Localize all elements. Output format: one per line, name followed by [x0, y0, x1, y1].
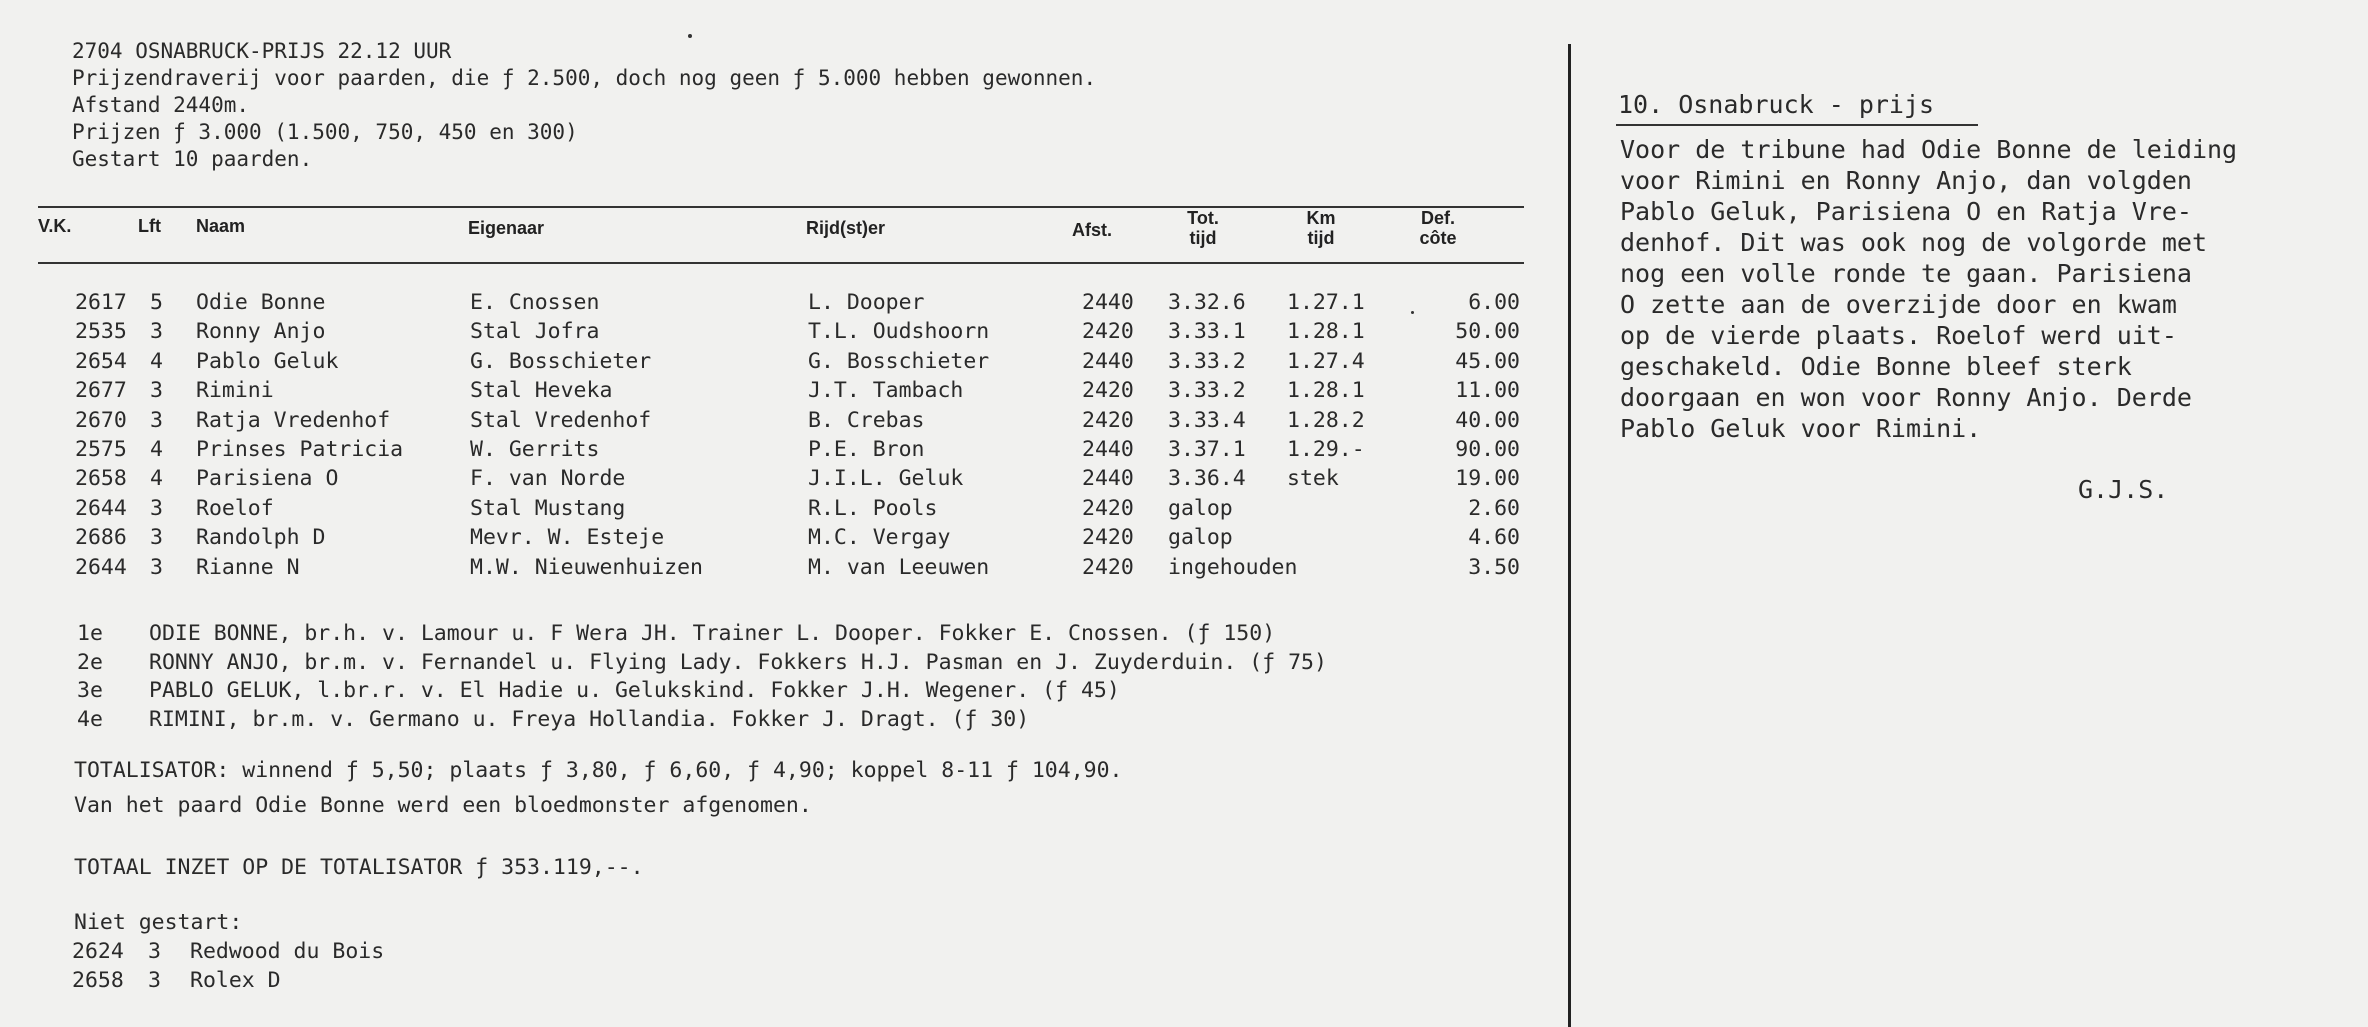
report-line: Voor de tribune had Odie Bonne de leiding: [1620, 135, 2238, 164]
col-lft: Lft: [138, 216, 161, 236]
cell-km: 1.29.-: [1287, 436, 1365, 462]
col-tot-bottom: tijd: [1189, 228, 1217, 248]
cell-tot: 3.33.4: [1168, 407, 1246, 433]
cell-rijder: J.I.L. Geluk: [808, 466, 964, 492]
cell-tot: ingehouden: [1168, 554, 1298, 580]
cell-vk: 2575: [75, 436, 127, 462]
column-divider: [1568, 44, 1571, 1027]
cell-naam: Odie Bonne: [196, 290, 326, 315]
col-km-top: Km: [1306, 208, 1336, 228]
cell-tot: 3.37.1: [1168, 436, 1246, 462]
col-eigenaar: Eigenaar: [468, 218, 545, 238]
report-line: nog een volle ronde te gaan. Parisiena: [1620, 259, 2192, 288]
cell-rijder: B. Crebas: [808, 407, 925, 433]
table-row: [0, 555, 1530, 584]
cell-naam: Randolph D: [196, 525, 326, 551]
table-row: [0, 525, 1530, 554]
cell-vk: 2617: [75, 290, 127, 315]
cell-km: stek: [1287, 466, 1339, 492]
ns-vk: 2658: [72, 968, 124, 993]
table-row: [0, 466, 1530, 495]
placing-text: ODIE BONNE, br.h. v. Lamour u. F Wera JH. Trainer L. Dooper. Fokker E. Cnossen. (ƒ 150): [149, 621, 1276, 646]
scan-speck: [688, 34, 692, 38]
placing-rank: 1e: [77, 621, 103, 646]
ns-naam: Rolex D: [190, 968, 281, 993]
col-vk: V.K.: [38, 216, 72, 236]
cell-eigenaar: Stal Vredenhof: [470, 407, 652, 433]
cell-tot: galop: [1168, 495, 1233, 521]
cell-eigenaar: W. Gerrits: [470, 436, 600, 462]
report-line: O zette aan de overzijde door en kwam: [1620, 290, 2177, 319]
cell-naam: Roelof: [196, 495, 274, 521]
cell-rijder: R.L. Pools: [808, 495, 938, 521]
cell-vk: 2677: [75, 378, 127, 404]
cell-def: 2.60: [1468, 495, 1520, 521]
cell-naam: Rimini: [196, 378, 274, 404]
col-km-tijd: [1298, 208, 1344, 248]
cell-def: 50.00: [1455, 319, 1520, 345]
cell-rijder: G. Bosschieter: [808, 348, 990, 374]
cell-def: 6.00: [1468, 290, 1520, 315]
placing-text: PABLO GELUK, l.br.r. v. El Hadie u. Gelukskind. Fokker J.H. Wegener. (ƒ 45): [149, 678, 1120, 703]
report-title: 10. Osnabruck - prijs: [1618, 90, 1935, 119]
cell-def: 4.60: [1468, 525, 1520, 551]
report-line: geschakeld. Odie Bonne bleef sterk: [1620, 352, 2132, 381]
col-rijder: Rijd(st)er: [806, 218, 886, 238]
report-line: op de vierde plaats. Roelof werd uit-: [1620, 321, 2177, 350]
cell-eigenaar: Stal Heveka: [470, 378, 613, 404]
blood-sample-line: Van het paard Odie Bonne werd een bloedmonster afgenomen.: [74, 793, 812, 818]
cell-km: 1.27.4: [1287, 348, 1365, 374]
total-bet-line: TOTAAL INZET OP DE TOTALISATOR ƒ 353.119,--.: [74, 855, 644, 880]
report-line: doorgaan en won voor Ronny Anjo. Derde: [1620, 383, 2192, 412]
report-line: denhof. Dit was ook nog de volgorde met: [1620, 228, 2207, 257]
cell-afst: 2420: [1082, 319, 1134, 345]
cell-naam: Prinses Patricia: [196, 436, 404, 462]
cell-vk: 2535: [75, 319, 127, 345]
report-title-underline: [1616, 124, 1978, 126]
cell-eigenaar: E. Cnossen: [470, 290, 600, 315]
report-line: Pablo Geluk voor Rimini.: [1620, 414, 1982, 443]
cell-tot: 3.33.2: [1168, 348, 1246, 374]
cell-rijder: P.E. Bron: [808, 436, 925, 462]
totalisator-line: TOTALISATOR: winnend ƒ 5,50; plaats ƒ 3,80, ƒ 6,60, ƒ 4,90; koppel 8-11 ƒ 104,90.: [74, 758, 1123, 783]
cell-km: 1.28.1: [1287, 378, 1365, 404]
cell-rijder: M.C. Vergay: [808, 525, 951, 551]
table-row: [0, 349, 1530, 378]
cell-afst: 2420: [1082, 407, 1134, 433]
cell-lft: 3: [150, 495, 163, 521]
table-row: [0, 378, 1530, 407]
cell-lft: 3: [150, 378, 163, 404]
placing-rank: 3e: [77, 678, 103, 703]
race-report: [1620, 134, 2237, 444]
cell-def: 90.00: [1455, 436, 1520, 462]
cell-lft: 3: [150, 407, 163, 433]
ns-lft: 3: [148, 939, 161, 964]
cell-afst: 2440: [1082, 348, 1134, 374]
cell-naam: Ronny Anjo: [196, 319, 326, 345]
cell-afst: 2440: [1082, 290, 1134, 315]
cell-afst: 2420: [1082, 525, 1134, 551]
cell-rijder: T.L. Oudshoorn: [808, 319, 990, 345]
cell-eigenaar: Mevr. W. Esteje: [470, 525, 665, 551]
cell-naam: Pablo Geluk: [196, 348, 339, 374]
cell-afst: 2420: [1082, 495, 1134, 521]
ns-naam: Redwood du Bois: [190, 939, 385, 964]
cell-afst: 2420: [1082, 554, 1134, 580]
cell-def: 40.00: [1455, 407, 1520, 433]
table-header-rule: [38, 262, 1524, 264]
col-afst: Afst.: [1072, 220, 1112, 240]
cell-lft: 4: [150, 466, 163, 492]
cell-def: 3.50: [1468, 554, 1520, 580]
cell-lft: 3: [150, 319, 163, 345]
race-header: [72, 38, 1096, 173]
col-def-bottom: côte: [1419, 228, 1457, 248]
cell-afst: 2440: [1082, 436, 1134, 462]
race-distance: Afstand 2440m.: [72, 93, 250, 117]
cell-lft: 4: [150, 348, 163, 374]
cell-eigenaar: F. van Norde: [470, 466, 626, 492]
cell-vk: 2686: [75, 525, 127, 551]
table-row: [0, 437, 1530, 466]
table-row: [0, 408, 1530, 437]
cell-rijder: J.T. Tambach: [808, 378, 964, 404]
cell-tot: galop: [1168, 525, 1233, 551]
cell-afst: 2420: [1082, 378, 1134, 404]
cell-lft: 3: [150, 554, 163, 580]
cell-naam: Rianne N: [196, 554, 300, 580]
cell-tot: 3.33.1: [1168, 319, 1246, 345]
cell-eigenaar: Stal Mustang: [470, 495, 626, 521]
race-prizes: Prijzen ƒ 3.000 (1.500, 750, 450 en 300): [72, 120, 578, 144]
cell-tot: 3.33.2: [1168, 378, 1246, 404]
cell-lft: 3: [150, 525, 163, 551]
race-starters: Gestart 10 paarden.: [72, 147, 313, 171]
cell-lft: 4: [150, 436, 163, 462]
cell-tot: 3.32.6: [1168, 290, 1246, 315]
report-line: Pablo Geluk, Parisiena O en Ratja Vre-: [1620, 197, 2192, 226]
col-tot-top: Tot.: [1187, 208, 1219, 228]
cell-vk: 2644: [75, 495, 127, 521]
cell-km: 1.27.1: [1287, 290, 1365, 315]
cell-lft: 5: [150, 290, 163, 315]
cell-vk: 2670: [75, 407, 127, 433]
report-signature: G.J.S.: [2078, 475, 2169, 504]
cell-eigenaar: G. Bosschieter: [470, 348, 652, 374]
scan-speck: [1411, 311, 1414, 314]
cell-km: 1.28.1: [1287, 319, 1365, 345]
cell-def: 45.00: [1455, 348, 1520, 374]
table-row: [0, 496, 1530, 525]
cell-tot: 3.36.4: [1168, 466, 1246, 492]
placing-text: RIMINI, br.m. v. Germano u. Freya Hollandia. Fokker J. Dragt. (ƒ 30): [149, 706, 1030, 732]
report-line: voor Rimini en Ronny Anjo, dan volgden: [1620, 166, 2192, 195]
race-conditions: Prijzendraverij voor paarden, die ƒ 2.500, doch nog geen ƒ 5.000 hebben gewonnen.: [72, 66, 1097, 90]
placing-text: RONNY ANJO, br.m. v. Fernandel u. Flying Lady. Fokkers H.J. Pasman en J. Zuyderduin. (ƒ 75): [149, 649, 1327, 675]
cell-vk: 2658: [75, 466, 127, 492]
cell-vk: 2644: [75, 554, 127, 580]
cell-km: 1.28.2: [1287, 407, 1365, 433]
table-row: [0, 319, 1530, 348]
cell-eigenaar: Stal Jofra: [470, 319, 600, 345]
col-tot-tijd: [1180, 208, 1226, 248]
cell-eigenaar: M.W. Nieuwenhuizen: [470, 554, 703, 580]
col-naam: Naam: [196, 216, 246, 236]
race-title: 2704 OSNABRUCK-PRIJS 22.12 UUR: [72, 39, 452, 63]
placing-rank: 4e: [77, 706, 103, 732]
cell-naam: Parisiena O: [196, 466, 339, 492]
table-row: [0, 290, 1530, 319]
col-def-cote: [1410, 208, 1466, 248]
cell-def: 19.00: [1455, 466, 1520, 492]
cell-rijder: M. van Leeuwen: [808, 554, 990, 580]
ns-lft: 3: [148, 968, 161, 993]
ns-vk: 2624: [72, 939, 124, 964]
cell-naam: Ratja Vredenhof: [196, 407, 391, 433]
col-def-top: Def.: [1420, 208, 1455, 228]
placing-rank: 2e: [77, 649, 103, 675]
col-km-bottom: tijd: [1307, 228, 1335, 248]
cell-rijder: L. Dooper: [808, 290, 925, 315]
cell-afst: 2440: [1082, 466, 1134, 492]
cell-def: 11.00: [1455, 378, 1520, 404]
cell-vk: 2654: [75, 348, 127, 374]
results-table-body: [0, 290, 1530, 584]
